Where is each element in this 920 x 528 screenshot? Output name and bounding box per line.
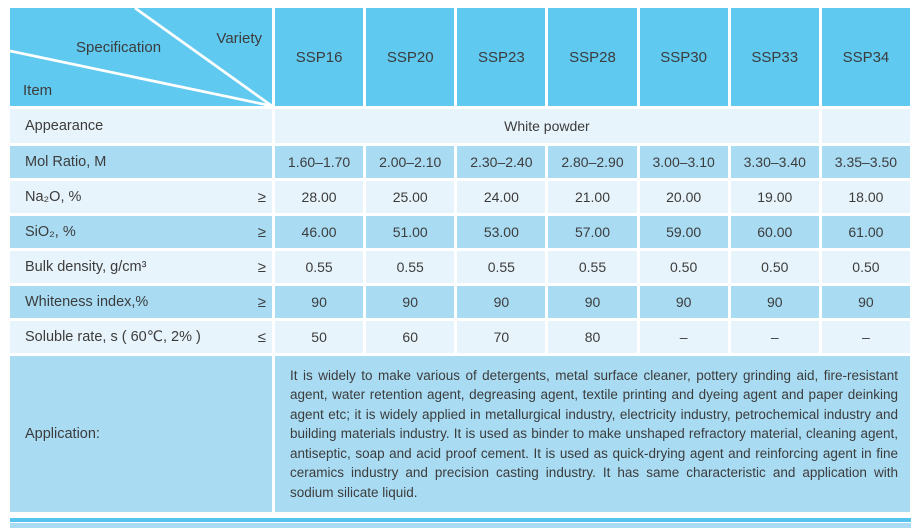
row-label-sio2 [10,216,272,248]
sio2-label-text: SiO₂, % [25,224,76,240]
soluble-rate-value: 80 [548,321,636,353]
soluble-rate-value: – [731,321,819,353]
na2o-value: 19.00 [731,181,819,213]
soluble-rate-label-text: Soluble rate, s ( 60℃, 2% ) [25,329,201,345]
sio2-value: 53.00 [457,216,545,248]
footer-accent-bar-light [10,523,911,528]
column-header-ssp30: SSP30 [640,8,728,106]
bulk-density-label-text: Bulk density, g/cm³ [25,259,147,275]
soluble-rate-condition: ≤ [257,328,266,346]
whiteness-value: 90 [548,286,636,318]
sio2-value: 51.00 [366,216,454,248]
bulk-density-value: 0.50 [822,251,910,283]
appearance-merged-value: White powder [275,109,819,143]
mol-ratio-value: 2.00–2.10 [366,146,454,178]
mol-ratio-value: 2.30–2.40 [457,146,545,178]
bulk-density-value: 0.50 [640,251,728,283]
mol-ratio-value: 3.35–3.50 [822,146,910,178]
bulk-density-value: 0.55 [457,251,545,283]
corner-label-item: Item [23,82,53,99]
appearance-empty-cell [822,109,910,143]
column-header-ssp33: SSP33 [731,8,819,106]
column-header-ssp28: SSP28 [548,8,636,106]
whiteness-label-text: Whiteness index,% [25,294,149,310]
sio2-value: 46.00 [275,216,363,248]
soluble-rate-value: 60 [366,321,454,353]
bulk-density-value: 0.50 [731,251,819,283]
whiteness-value: 90 [457,286,545,318]
sio2-value: 61.00 [822,216,910,248]
sio2-value: 57.00 [548,216,636,248]
soluble-rate-value: 50 [275,321,363,353]
row-label-whiteness [10,286,272,318]
bulk-density-condition: ≥ [257,258,266,276]
row-label-soluble-rate [10,321,272,353]
soluble-rate-value: – [640,321,728,353]
soluble-rate-value: – [822,321,910,353]
mol-ratio-value: 3.00–3.10 [640,146,728,178]
whiteness-value: 90 [731,286,819,318]
mol-ratio-value: 3.30–3.40 [731,146,819,178]
sio2-value: 59.00 [640,216,728,248]
whiteness-value: 90 [366,286,454,318]
na2o-value: 28.00 [275,181,363,213]
whiteness-value: 90 [822,286,910,318]
na2o-value: 25.00 [366,181,454,213]
mol-ratio-value: 2.80–2.90 [548,146,636,178]
bulk-density-value: 0.55 [366,251,454,283]
sio2-value: 60.00 [731,216,819,248]
bulk-density-value: 0.55 [275,251,363,283]
appearance-label-text: Appearance [25,118,104,134]
na2o-value: 18.00 [822,181,910,213]
spec-table [10,8,910,512]
row-label-bulk-density [10,251,272,283]
na2o-value: 21.00 [548,181,636,213]
application-label-text: Application: [25,426,100,442]
column-header-ssp20: SSP20 [366,8,454,106]
whiteness-value: 90 [275,286,363,318]
column-header-ssp23: SSP23 [457,8,545,106]
table-corner-cell [10,8,272,106]
column-header-ssp16: SSP16 [275,8,363,106]
na2o-value: 20.00 [640,181,728,213]
bulk-density-value: 0.55 [548,251,636,283]
application-label [10,356,272,512]
mol-ratio-value: 1.60–1.70 [275,146,363,178]
whiteness-value: 90 [640,286,728,318]
footer-accent-bar-dark [10,518,911,522]
na2o-condition: ≥ [257,188,266,206]
column-header-ssp34: SSP34 [822,8,910,106]
soluble-rate-value: 70 [457,321,545,353]
na2o-label-text: Na₂O, % [25,189,82,205]
corner-label-specification: Specification [76,39,162,56]
sio2-condition: ≥ [257,223,266,241]
mol-ratio-label-text: Mol Ratio, M [25,154,107,170]
row-label-appearance [10,109,272,143]
row-label-mol-ratio [10,146,272,178]
na2o-value: 24.00 [457,181,545,213]
application-text: It is widely to make various of detergents, metal surface cleaner, pottery grinding aid, fire-resistant agent, water retention agent, degreasing agent, textile printing and dyeing agent and paper deinking agent etc; it is widely applied in metallurgical industry, electricity industry, petrochemical industry and building materials industry. It is used as binder to make unshaped refractory material, cleaning agent, antiseptic, soap and acid proof cement. It is used as quick-drying agent and reinforcing agent in fine ceramics industry and precision casting industry. It has same characteristic and application with sodium silicate liquid. [275,356,910,512]
row-label-na2o [10,181,272,213]
corner-label-variety: Variety [216,30,262,47]
whiteness-condition: ≥ [257,293,266,311]
